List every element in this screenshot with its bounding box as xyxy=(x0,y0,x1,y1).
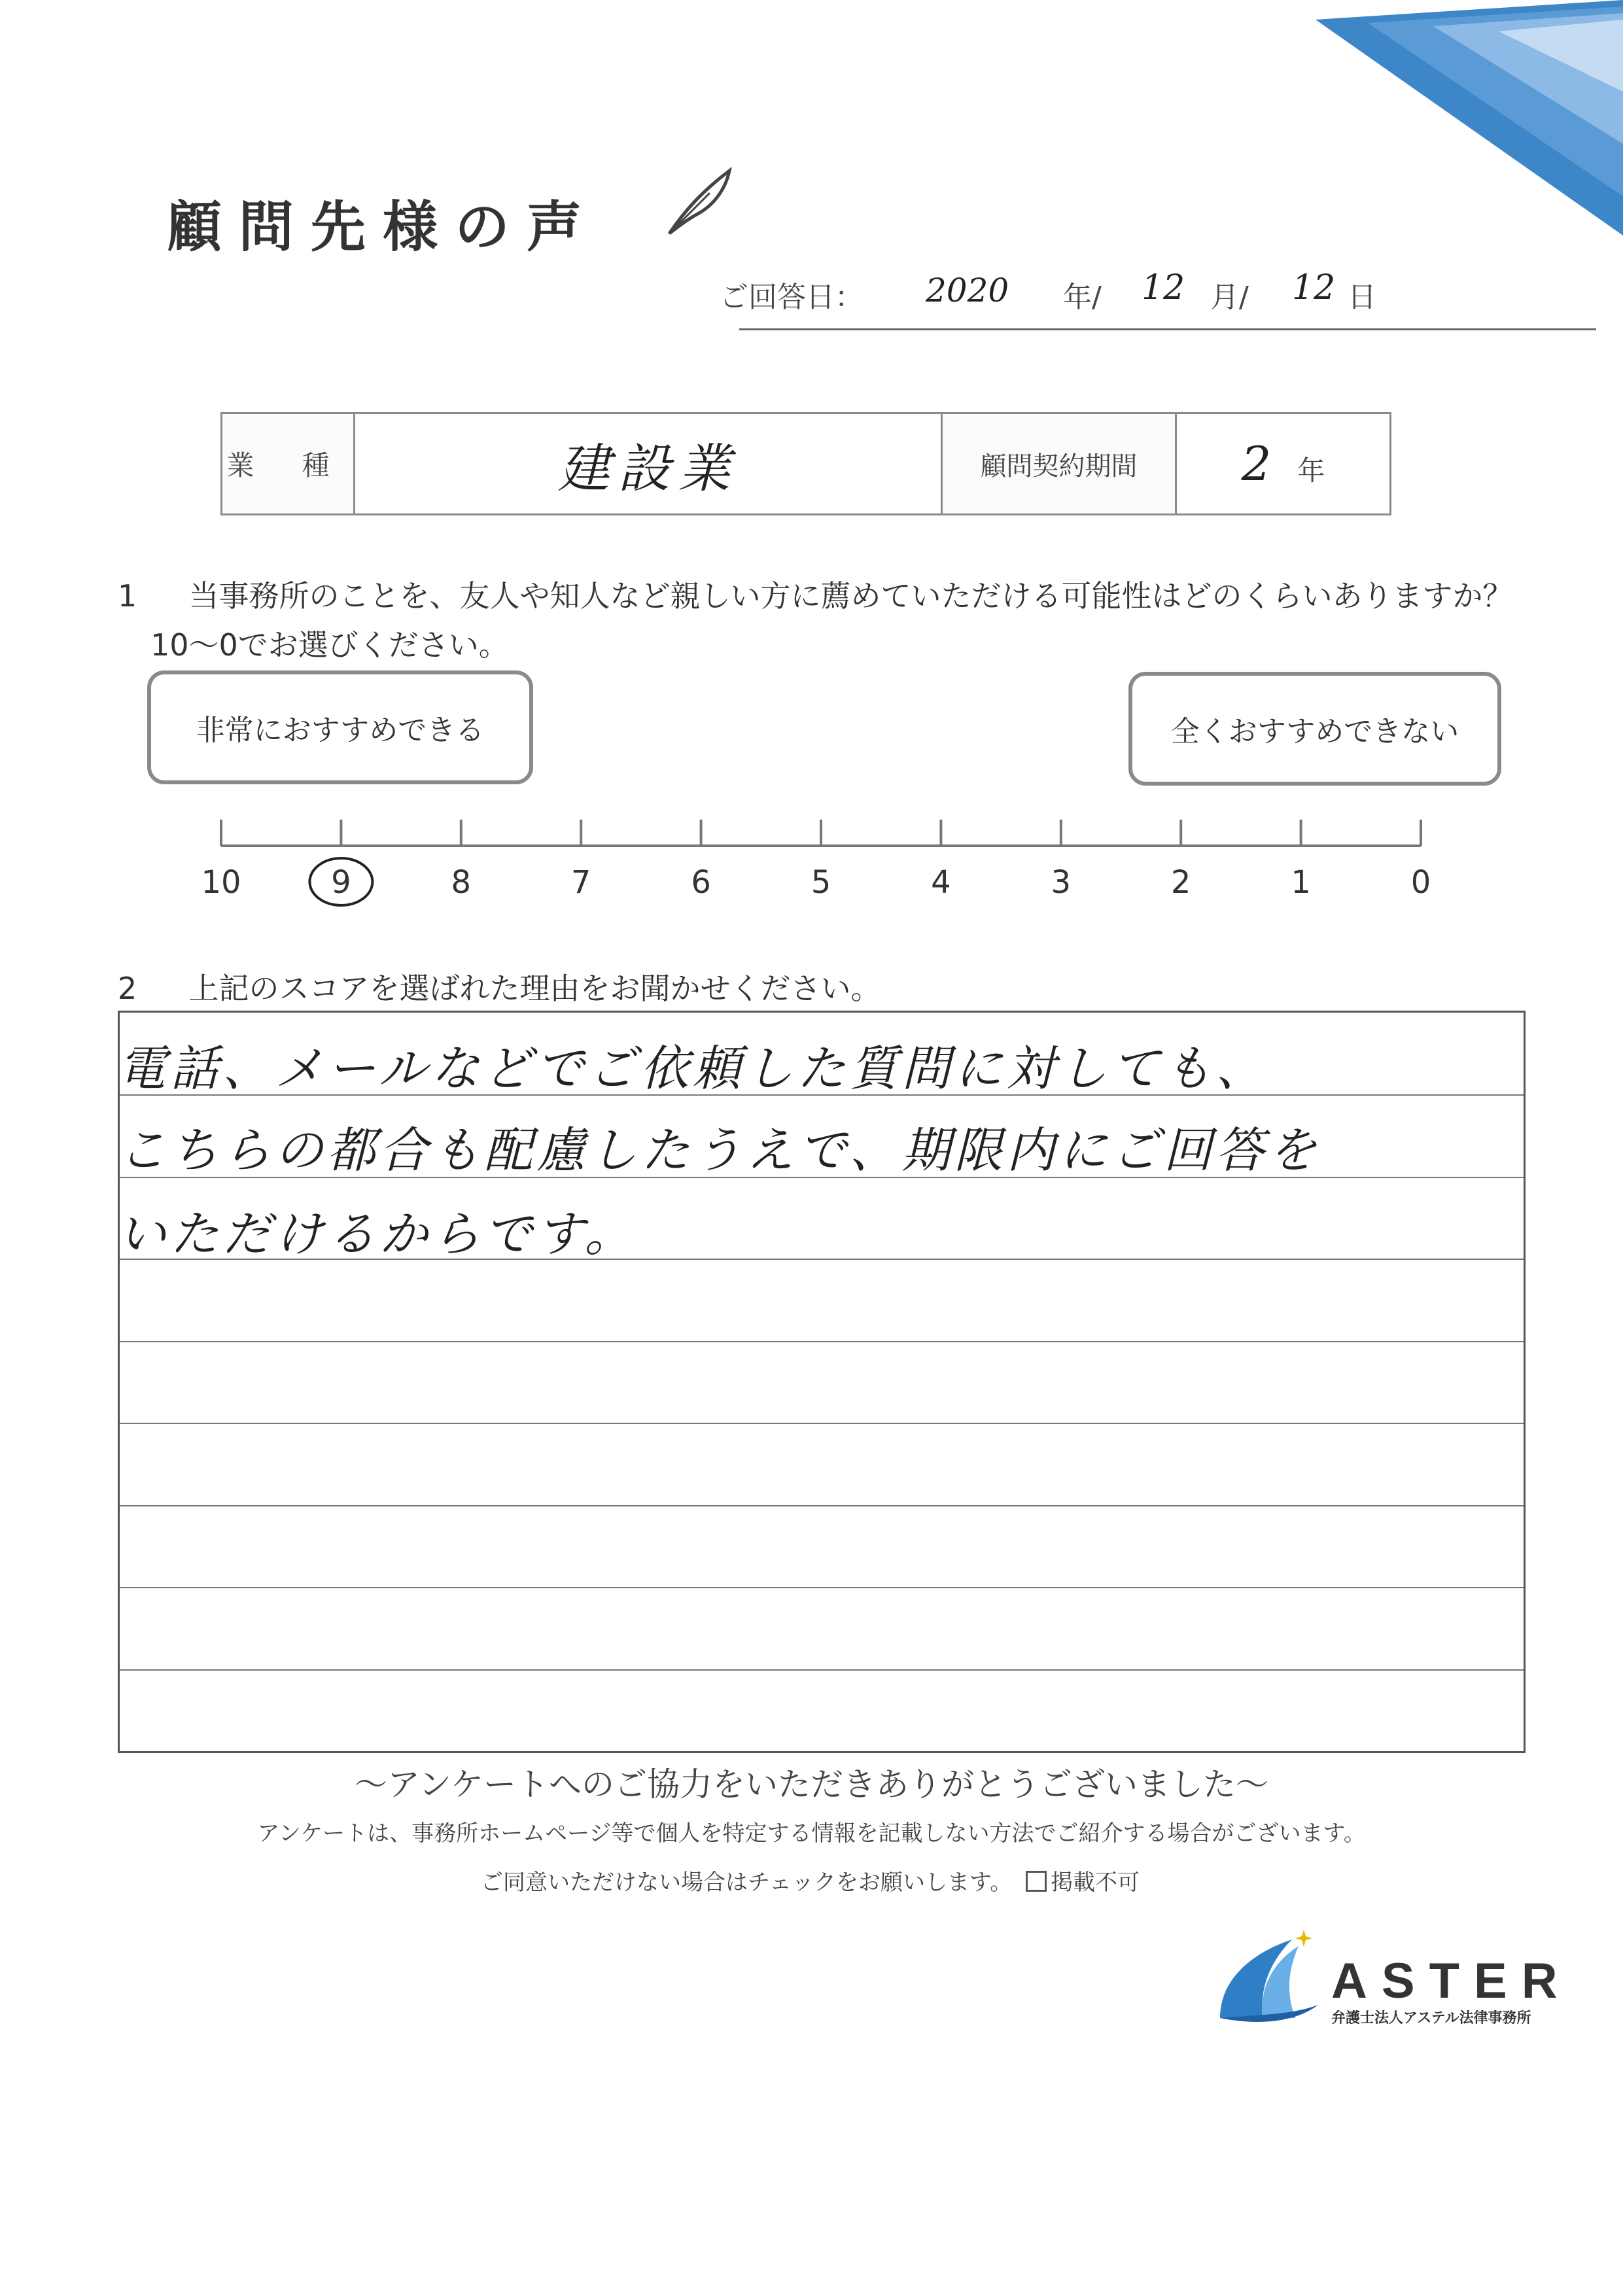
industry-value: 建設業 xyxy=(557,438,739,499)
logo-subtitle: 弁護士法人アステル法律事務所 xyxy=(1331,2010,1531,2026)
answer-day-value: 12 xyxy=(1292,268,1336,307)
contract-period-unit: 年 xyxy=(1297,455,1325,487)
logo-name: ASTER xyxy=(1331,1953,1572,2009)
question-1-instruction: 10〜0でお選びください。 xyxy=(150,627,509,663)
scale-label-3[interactable]: 3 xyxy=(1051,864,1072,901)
scale-label-8[interactable]: 8 xyxy=(451,864,472,901)
scale-label-7[interactable]: 7 xyxy=(570,864,591,901)
scale-label-1[interactable]: 1 xyxy=(1291,864,1311,901)
answer-month-value: 12 xyxy=(1142,268,1185,307)
thanks-message: 〜アンケートへのご協力をいただきありがとうございました〜 xyxy=(355,1765,1268,1803)
date-underline xyxy=(739,328,1596,330)
question-2-text: 上記のスコアを選ばれた理由をお聞かせください。 xyxy=(188,971,881,1006)
scale-label-2[interactable]: 2 xyxy=(1170,864,1191,901)
question-1-text: 当事務所のことを、友人や知人など親しい方に薦めていただける可能性はどのくらいありますか？ xyxy=(188,578,1513,614)
scale-right-anchor-label: 全くおすすめできない xyxy=(1170,715,1459,748)
ruled-line xyxy=(120,1341,1524,1342)
answer-line-3: いただけるからです。 xyxy=(118,1206,637,1262)
scale-label-9[interactable]: 9 xyxy=(331,864,351,901)
contract-period-value: 2 xyxy=(1241,436,1272,491)
scale-label-5[interactable]: 5 xyxy=(811,864,831,901)
no-publication-label: 掲載不可 xyxy=(1051,1870,1140,1896)
ruled-line xyxy=(120,1669,1524,1671)
industry-field[interactable] xyxy=(355,413,942,515)
no-publication-checkbox[interactable] xyxy=(1026,1864,1140,1896)
ruled-line xyxy=(120,1505,1524,1506)
question-2-number: 2 xyxy=(118,971,137,1006)
scale-label-10[interactable]: 10 xyxy=(201,864,241,901)
answer-line-1: 電話、メールなどでご依頼した質問に対しても、 xyxy=(118,1041,1268,1097)
publication-note: アンケートは、事務所ホームページ等で個人を特定する情報を記載しない方法でご紹介する場合がございます。 xyxy=(257,1820,1366,1847)
scale-left-anchor xyxy=(147,670,533,784)
month-unit: 月/ xyxy=(1210,281,1249,314)
industry-label: 業 種 xyxy=(222,413,355,515)
answer-year-value: 2020 xyxy=(926,271,1009,309)
scale-label-0[interactable]: 0 xyxy=(1410,864,1431,901)
day-unit: 日 xyxy=(1348,281,1376,314)
answer-line-2: こちらの都合も配慮したうえで、期限内にご回答を xyxy=(118,1122,1321,1179)
consent-note: ご同意いただけない場合はチェックをお願いします。 xyxy=(481,1870,1013,1896)
question-1 xyxy=(118,572,1513,616)
scale-left-anchor-label: 非常におすすめできる xyxy=(196,714,485,747)
scale-label-6[interactable]: 6 xyxy=(691,864,711,901)
contract-period-field[interactable] xyxy=(1176,413,1391,515)
aster-logo-icon xyxy=(1213,1926,1325,2031)
ruled-line xyxy=(120,1423,1524,1424)
checkbox-icon[interactable] xyxy=(1026,1871,1047,1892)
page-title: 顧問先様の声 xyxy=(167,195,599,259)
scale-right-anchor xyxy=(1128,672,1501,786)
info-table xyxy=(220,412,1391,515)
contract-period-label: 顧問契約期間 xyxy=(942,413,1176,515)
question-2 xyxy=(118,965,881,1008)
ruled-line xyxy=(120,1587,1524,1588)
year-unit: 年/ xyxy=(1063,281,1102,314)
scale-label-4[interactable]: 4 xyxy=(931,864,951,901)
rating-scale[interactable] xyxy=(201,814,1433,906)
quill-icon xyxy=(664,167,736,239)
answer-date-label: ご回答日： xyxy=(720,281,864,314)
question-1-number: 1 xyxy=(118,578,137,614)
corner-decoration xyxy=(1316,0,1623,235)
